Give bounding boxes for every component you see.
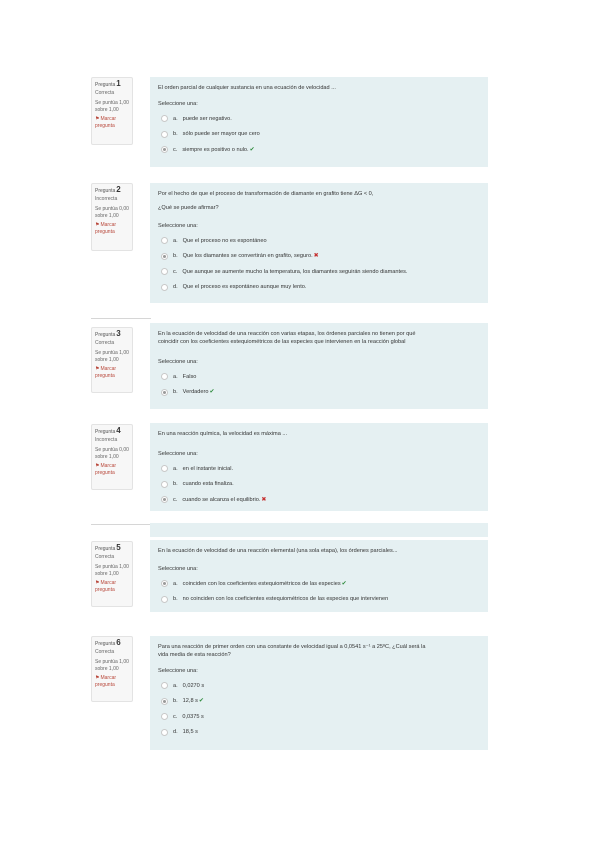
flag-question-button[interactable]: ⚑Marcar pregunta xyxy=(95,116,117,129)
question-text: En una reacción química, la velocidad es máxima ... xyxy=(158,431,288,437)
radio-button[interactable] xyxy=(161,373,168,380)
question-number: Pregunta3 xyxy=(95,329,121,338)
answer-option[interactable]: c. 0,0375 s xyxy=(158,709,480,725)
flag-icon: ⚑ xyxy=(95,580,100,587)
question-state: Correcta xyxy=(95,648,115,655)
radio-button[interactable] xyxy=(161,389,168,396)
question-number: Pregunta5 xyxy=(95,543,121,552)
flag-question-button[interactable]: ⚑Marcar pregunta xyxy=(95,463,117,476)
question-number: Pregunta1 xyxy=(95,79,121,88)
question-number: Pregunta6 xyxy=(95,638,121,647)
flag-icon: ⚑ xyxy=(95,116,100,123)
question-info-3 xyxy=(91,327,133,393)
radio-button[interactable] xyxy=(161,253,168,260)
flag-icon: ⚑ xyxy=(95,675,100,682)
answer-option[interactable]: c. Que aunque se aumente mucho la temperatura, los diamantes seguirán siendo diamantes. xyxy=(158,264,480,280)
cross-icon: ✖ xyxy=(313,253,319,260)
answer-prompt: Seleccione una: xyxy=(158,451,198,457)
flag-icon: ⚑ xyxy=(95,463,100,470)
check-icon: ✔ xyxy=(209,389,215,396)
radio-button[interactable] xyxy=(161,465,168,472)
question-content-6 xyxy=(150,636,488,750)
question-text: El orden parcial de cualquier sustancia en una ecuación de velocidad ... xyxy=(158,85,336,91)
question-state: Correcta xyxy=(95,339,115,346)
question-info-4 xyxy=(91,424,133,490)
answer-option[interactable]: a. 0,0270 s xyxy=(158,678,480,694)
radio-button[interactable] xyxy=(161,115,168,122)
answer-option[interactable]: b. 12,8 s ✔ xyxy=(158,694,480,710)
question-grade: Se puntúa 1,00 sobre 1,00 xyxy=(95,350,129,363)
answer-option[interactable]: a. puede ser negativo. xyxy=(158,111,480,127)
answer-prompt: Seleccione una: xyxy=(158,359,198,365)
question-number: Pregunta2 xyxy=(95,185,121,194)
question-state: Incorrecta xyxy=(95,436,118,443)
answer-prompt: Seleccione una: xyxy=(158,223,198,229)
radio-button[interactable] xyxy=(161,580,168,587)
check-icon: ✔ xyxy=(341,580,347,587)
question-grade: Se puntúa 1,00 sobre 1,00 xyxy=(95,100,129,113)
question-state: Correcta xyxy=(95,89,115,96)
question-state: Correcta xyxy=(95,553,115,560)
radio-button[interactable] xyxy=(161,698,168,705)
flag-question-button[interactable]: ⚑Marcar pregunta xyxy=(95,222,117,235)
radio-button[interactable] xyxy=(161,284,168,291)
divider xyxy=(91,318,151,319)
flag-icon: ⚑ xyxy=(95,366,100,373)
answer-option[interactable]: b. sólo puede ser mayor que cero xyxy=(158,127,480,143)
question-grade: Se puntúa 0,00 sobre 1,00 xyxy=(95,206,129,219)
flag-question-button[interactable]: ⚑Marcar pregunta xyxy=(95,675,117,688)
answer-prompt: Seleccione una: xyxy=(158,668,198,674)
radio-button[interactable] xyxy=(161,481,168,488)
question-grade: Se puntúa 1,00 sobre 1,00 xyxy=(95,659,129,672)
question-info-1 xyxy=(91,77,133,145)
section-spacer xyxy=(150,523,488,537)
answer-option[interactable]: b. cuando esta finaliza. xyxy=(158,477,480,493)
flag-question-button[interactable]: ⚑Marcar pregunta xyxy=(95,580,117,593)
question-info-5 xyxy=(91,541,133,607)
question-info-6 xyxy=(91,636,133,702)
divider xyxy=(91,524,151,525)
question-content-4 xyxy=(150,423,488,511)
question-grade: Se puntúa 1,00 sobre 1,00 xyxy=(95,564,129,577)
flag-icon: ⚑ xyxy=(95,222,100,229)
cross-icon: ✖ xyxy=(261,496,267,503)
question-content-2 xyxy=(150,183,488,303)
radio-button[interactable] xyxy=(161,496,168,503)
radio-button[interactable] xyxy=(161,729,168,736)
answer-prompt: Seleccione una: xyxy=(158,566,198,572)
answer-prompt: Seleccione una: xyxy=(158,101,198,107)
answer-option[interactable]: a. en el instante inicial. xyxy=(158,461,480,477)
question-text: En la ecuación de velocidad de una reacción con varias etapas, los órdenes parciales no tienen por qué coincidir con los coeficientes estequiométricos de las especies que intervienen en la reacción global xyxy=(158,331,416,345)
answer-option[interactable]: a. Que el proceso no es espontáneo xyxy=(158,233,480,249)
question-info-2 xyxy=(91,183,133,251)
question-text: En la ecuación de velocidad de una reacción elemental (una sola etapa), los órdenes parciales... xyxy=(158,548,398,554)
answer-option[interactable]: a. Falso xyxy=(158,369,480,385)
question-content-1 xyxy=(150,77,488,167)
radio-button[interactable] xyxy=(161,596,168,603)
radio-button[interactable] xyxy=(161,131,168,138)
answer-option[interactable]: a. coinciden con los coeficientes estequiométricos de las especies ✔ xyxy=(158,576,480,592)
answer-option[interactable]: b. Verdadero ✔ xyxy=(158,385,480,401)
question-text: Por el hecho de que el proceso de transformación de diamante en grafito tiene ΔG < 0, ¿Qué se puede afirmar? xyxy=(158,191,374,211)
answer-option[interactable]: b. Que los diamantes se convertirán en grafito, seguro. ✖ xyxy=(158,249,480,265)
question-state: Incorrecta xyxy=(95,195,118,202)
question-content-5 xyxy=(150,540,488,612)
question-number: Pregunta4 xyxy=(95,426,121,435)
question-content-3 xyxy=(150,323,488,409)
radio-button[interactable] xyxy=(161,146,168,153)
radio-button[interactable] xyxy=(161,268,168,275)
radio-button[interactable] xyxy=(161,682,168,689)
answer-option[interactable]: c. siempre es positivo o nulo. ✔ xyxy=(158,142,480,158)
radio-button[interactable] xyxy=(161,237,168,244)
answer-option[interactable]: d. 18,5 s xyxy=(158,725,480,741)
check-icon: ✔ xyxy=(249,146,255,153)
answer-option[interactable]: d. Que el proceso es espontáneo aunque muy lento. xyxy=(158,280,480,296)
answer-option[interactable]: c. cuando se alcanza el equilibrio. ✖ xyxy=(158,492,480,508)
question-text: Para una reacción de primer orden con una constante de velocidad igual a 0,0541 s⁻¹ a 25ºC, ¿Cuál será la vida media de esta reacción? xyxy=(158,644,426,658)
answer-option[interactable]: b. no coinciden con los coeficientes estequiométricos de las especies que intervienen xyxy=(158,592,480,608)
flag-question-button[interactable]: ⚑Marcar pregunta xyxy=(95,366,117,379)
question-grade: Se puntúa 0,00 sobre 1,00 xyxy=(95,447,129,460)
check-icon: ✔ xyxy=(198,698,204,705)
radio-button[interactable] xyxy=(161,713,168,720)
